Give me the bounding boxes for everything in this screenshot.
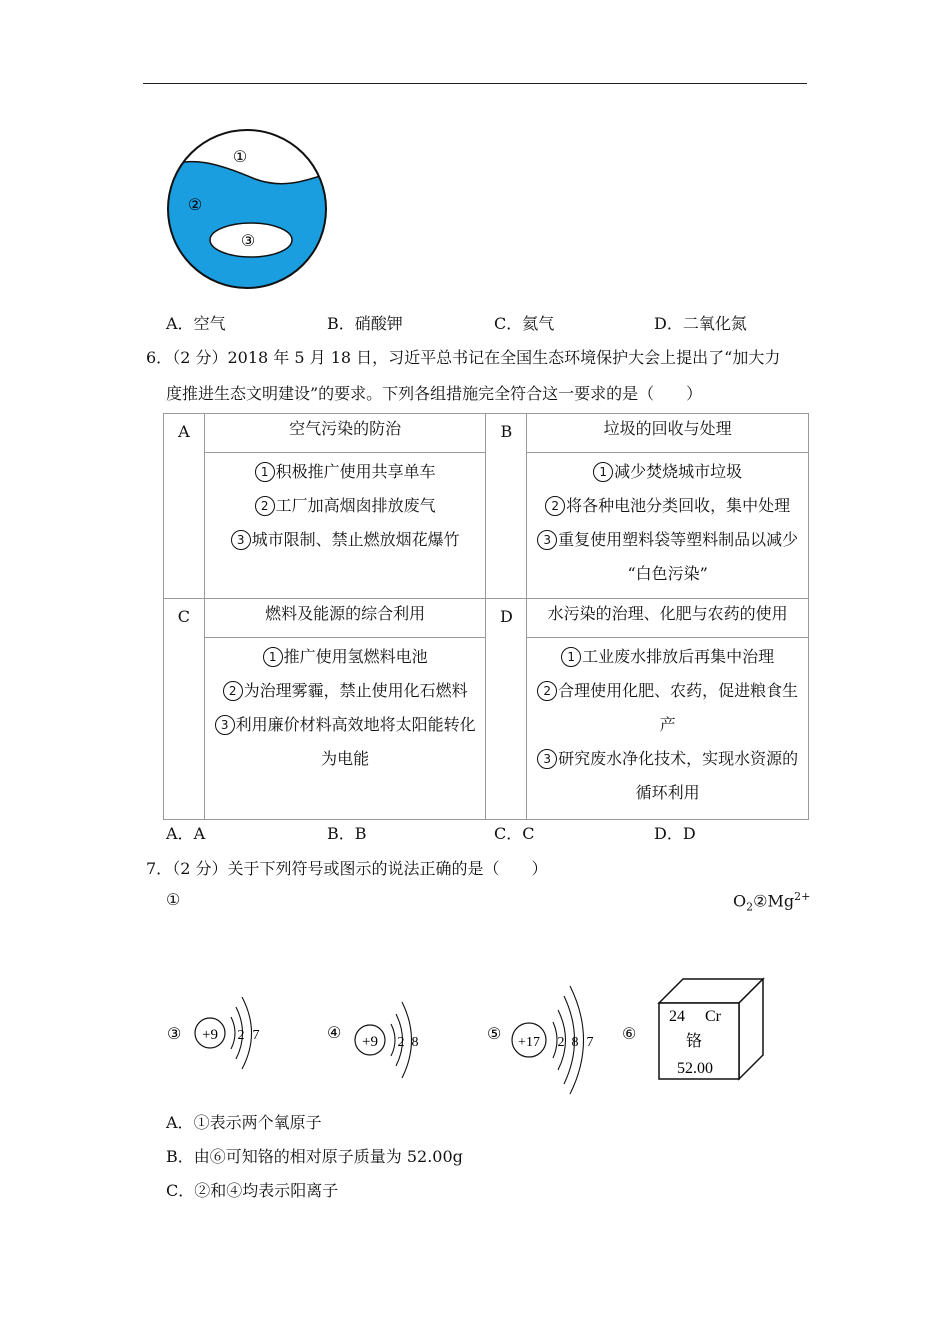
svg-text:③: ③ [167,1026,182,1043]
q6-option-a[interactable]: A．A [166,824,206,843]
q6-option-d[interactable]: D．D [654,824,696,843]
cell-items-b: 1 减少焚烧城市垃圾 2 将各种电池分类回收，集中处理 3 重复使用塑料袋等塑料制品以减少 “白色污染” [527,453,809,599]
q7-option-b[interactable]: B．由⑥可知铬的相对原子质量为 52.00g [166,1147,463,1166]
q7-option-c[interactable]: C．②和④均表示阳离子 [166,1181,339,1200]
q6-stem-line1: 6．（2 分）2018 年 5 月 18 日，习近平总书记在全国生态环境保护大会上提出了“加大力 [146,348,781,367]
svg-text:7: 7 [586,1035,594,1050]
cell-title-b: 垃圾的回收与处理 [527,414,809,453]
region-1-label: ① [232,147,248,166]
region-2-label: ② [187,195,203,214]
q7-stem: 7．（2 分）关于下列符号或图示的说法正确的是（ ） [146,859,548,878]
atom-diagram-4 [325,988,435,1088]
q6-option-b[interactable]: B．B [327,824,367,843]
atomic-number: 24 [669,1008,685,1025]
atom-diagram-3 [165,985,275,1085]
atomic-mass: 52.00 [677,1060,713,1077]
chromium-element-card [655,975,770,1085]
q5-option-a[interactable]: A．空气 [166,314,226,333]
svg-text:8: 8 [411,1035,419,1050]
svg-text:+9: +9 [362,1034,378,1050]
oxygen-symbol: O [733,891,747,911]
svg-text:④: ④ [327,1025,342,1042]
svg-text:⑤: ⑤ [487,1026,502,1043]
cell-items-a: 1 积极推广使用共享单车 2 工厂加高烟囱排放废气 3 城市限制、禁止燃放烟花爆竹 [204,453,486,599]
cell-title-d: 水污染的治理、化肥与农药的使用 [527,599,809,638]
cell-title-a: 空气污染的防治 [204,414,486,453]
cell-items-d: 1 工业废水排放后再集中治理 2 合理使用化肥、农药，促进粮食生 产 3 研究废水净化技术，实现水资源的 循环利用 [527,638,809,820]
magnesium-symbol: Mg [767,891,795,911]
element-symbol: Cr [705,1008,721,1025]
svg-text:7: 7 [252,1028,260,1043]
element-card-label: ⑥ [622,1024,637,1043]
q5-option-c[interactable]: C．氦气 [494,314,555,333]
header-rule [143,83,807,84]
atom-diagram-5 [485,982,615,1098]
cell-letter-b: B [486,414,527,599]
q7-option-a[interactable]: A．①表示两个氧原子 [166,1113,322,1132]
cell-items-c: 1 推广使用氢燃料电池 2 为治理雾霾，禁止使用化石燃料 3 利用廉价材料高效地将太阳能转化 为电能 [204,638,486,820]
svg-text:8: 8 [571,1035,579,1050]
svg-text:2: 2 [237,1028,245,1043]
element-name: 铬 [686,1031,703,1050]
cell-letter-c: C [164,599,205,820]
q6-option-c[interactable]: C．C [494,824,535,843]
cell-title-c: 燃料及能源的综合利用 [204,599,486,638]
cell-letter-a: A [164,414,205,599]
q7-symbols: $O_2②Mg^{2+}$ [733,890,811,914]
q5-option-d[interactable]: D．二氧化氮 [654,314,747,333]
svg-text:2: 2 [557,1035,565,1050]
cell-letter-d: D [486,599,527,820]
measures-table [163,413,809,820]
svg-text:+17: +17 [518,1035,540,1050]
region-3-label: ③ [240,231,256,250]
mixture-circle-diagram [160,124,340,296]
q6-stem-line2: 度推进生态文明建设”的要求。下列各组措施完全符合这一要求的是（ ） [166,384,703,403]
svg-text:+9: +9 [202,1027,218,1043]
q5-option-b[interactable]: B．硝酸钾 [327,314,403,333]
q7-item1-label: ① [166,890,181,909]
svg-text:2: 2 [397,1035,405,1050]
